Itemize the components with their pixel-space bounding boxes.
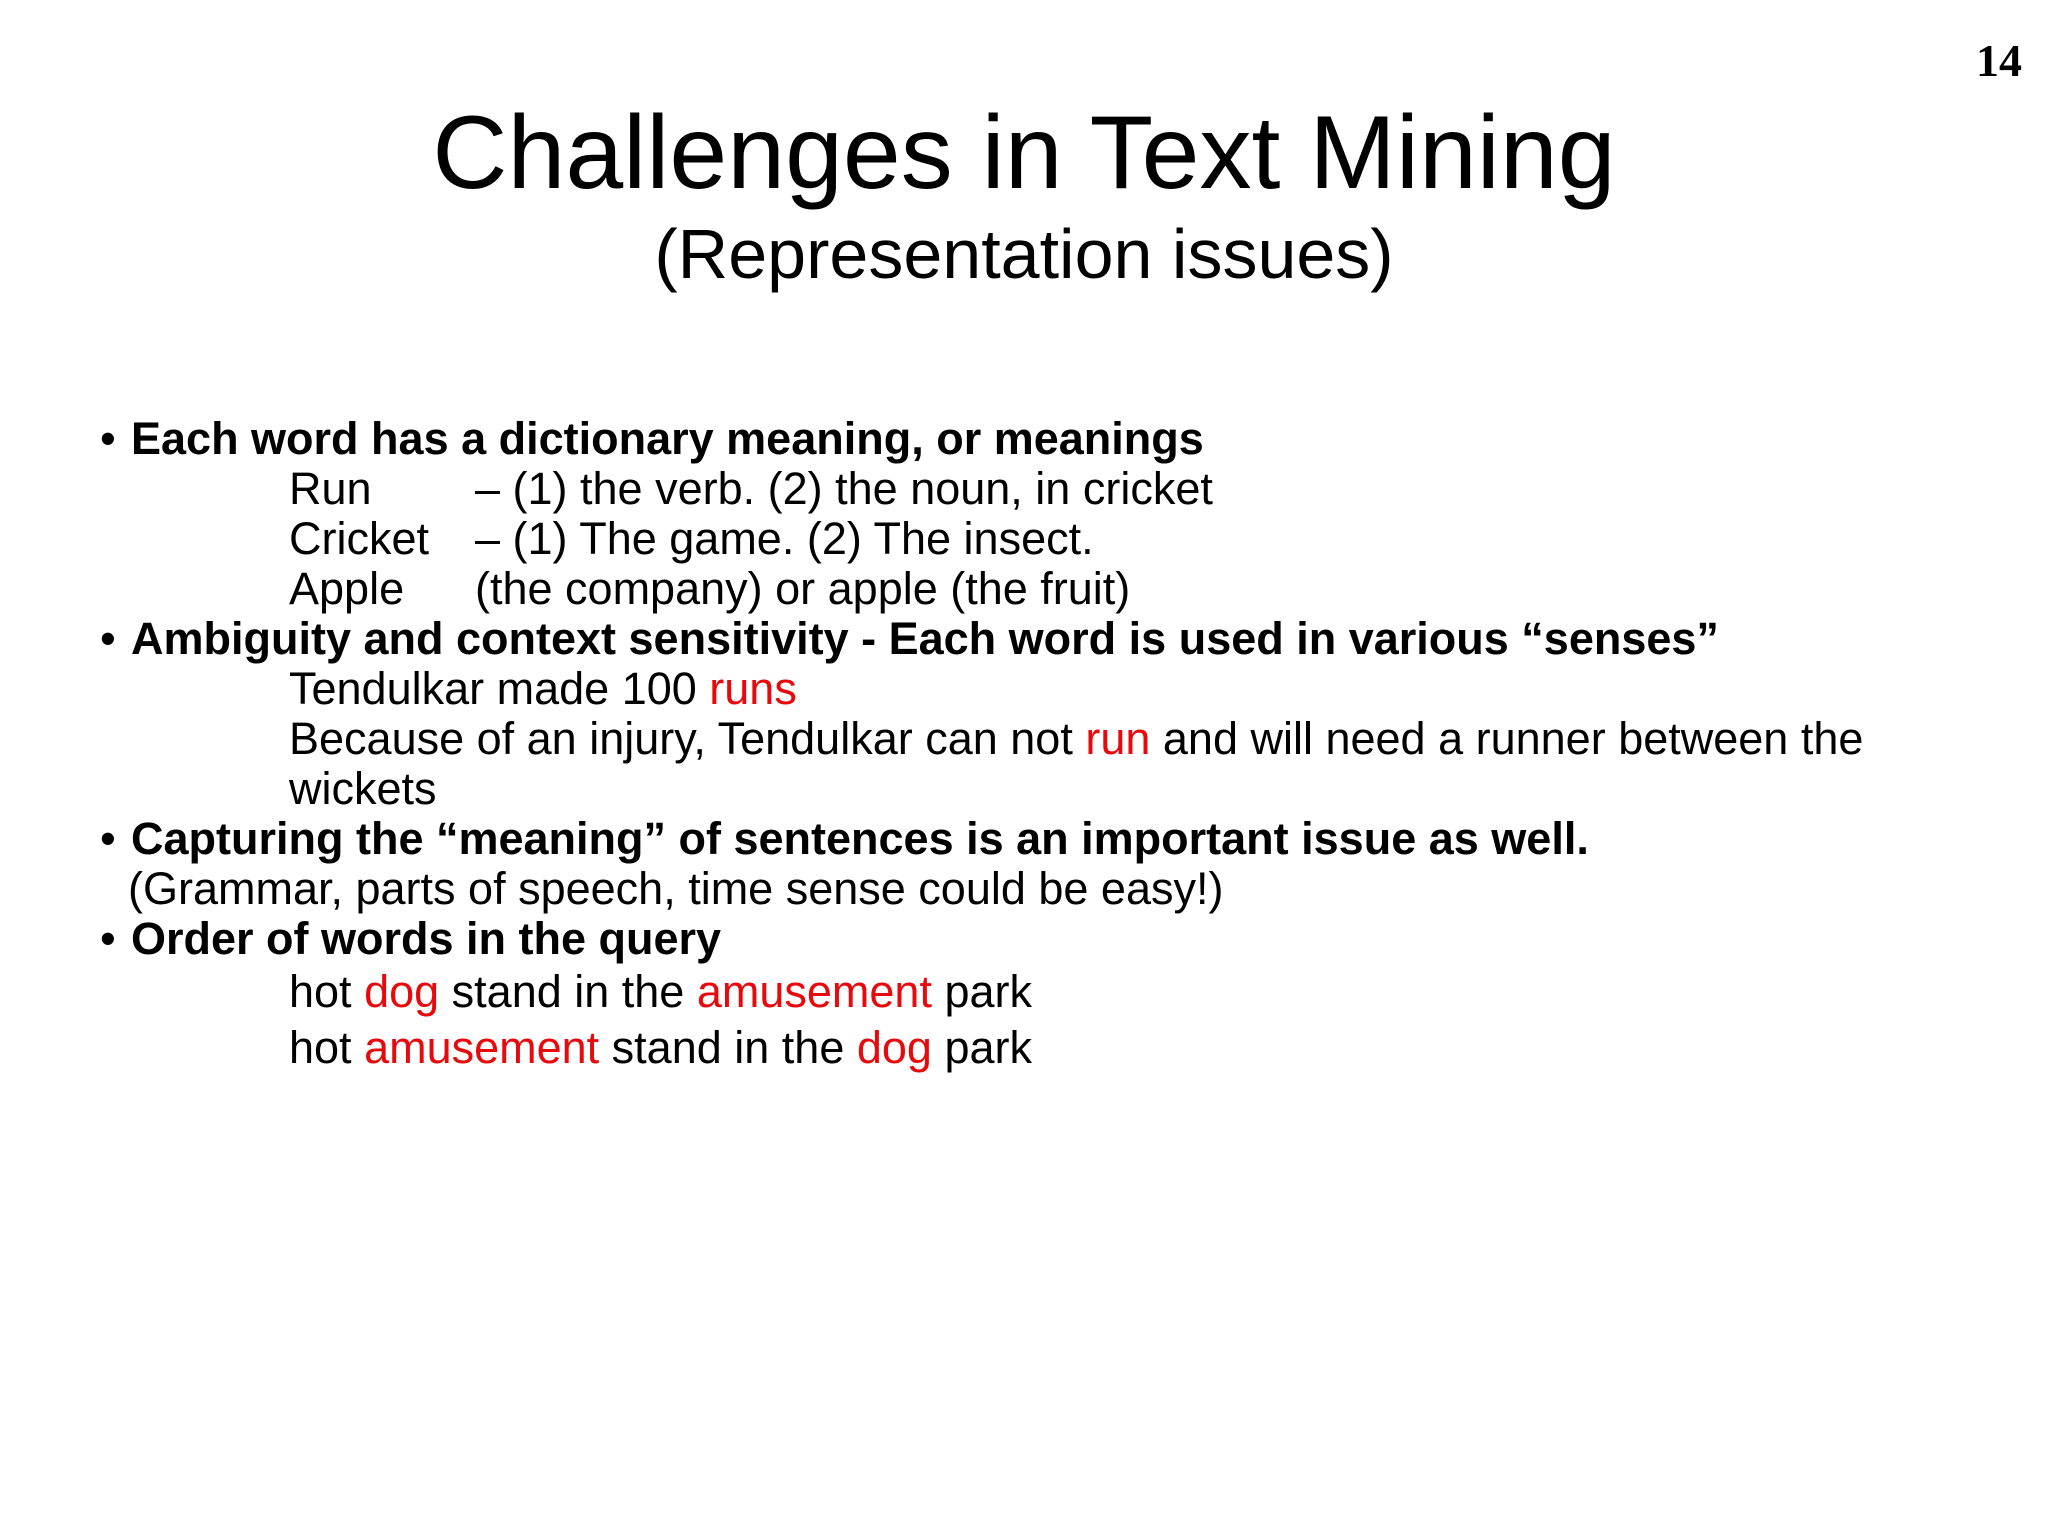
definition-apple [100, 564, 2000, 614]
example-text: wickets [289, 763, 437, 814]
definition-meaning: – (1) the verb. (2) the noun, in cricket [475, 463, 1213, 514]
query-example-2 [100, 1020, 2000, 1076]
example-sentence-runs [100, 664, 2000, 714]
highlighted-word: dog [364, 966, 440, 1017]
slide-body [100, 414, 2000, 1076]
highlighted-word: dog [856, 1022, 932, 1073]
bullet-text: Ambiguity and context sensitivity - Each word is used in various “senses” [131, 613, 1719, 664]
bullet-text: Each word has a dictionary meaning, or meanings [131, 413, 1204, 464]
definition-term: Run [289, 463, 372, 514]
example-text: and will need a runner between the [1150, 713, 1864, 764]
highlighted-word: run [1085, 713, 1151, 764]
note-grammar [100, 864, 2000, 914]
highlighted-word: runs [709, 663, 797, 714]
bullet-capturing-meaning [100, 814, 2000, 864]
note-text: (Grammar, parts of speech, time sense could be easy!) [128, 863, 1224, 914]
query-word: park [931, 1022, 1032, 1073]
definition-term: Cricket [289, 513, 430, 564]
slide-title: Challenges in Text Mining [432, 95, 1616, 211]
bullet-glyph: • [100, 813, 116, 864]
query-word: park [931, 966, 1032, 1017]
bullet-text: Capturing the “meaning” of sentences is an important issue as well. [131, 813, 1589, 864]
bullet-glyph: • [100, 613, 116, 664]
page-number: 14 [1976, 35, 2022, 86]
query-word: stand in the [439, 966, 697, 1017]
bullet-dictionary-meaning [100, 414, 2000, 464]
definition-meaning: (the company) or apple (the fruit) [475, 563, 1131, 614]
highlighted-word: amusement [364, 1022, 600, 1073]
example-text: Because of an injury, Tendulkar can not [289, 713, 1086, 764]
example-sentence-continuation [100, 764, 2000, 814]
definition-meaning: – (1) The game. (2) The insect. [475, 513, 1094, 564]
example-text: Tendulkar made 100 [289, 663, 710, 714]
definition-term: Apple [289, 563, 405, 614]
query-word: stand in the [599, 1022, 857, 1073]
query-word: hot [289, 1022, 365, 1073]
definition-cricket [100, 514, 2000, 564]
slide-subtitle: (Representation issues) [654, 215, 1394, 293]
bullet-glyph: • [100, 413, 116, 464]
bullet-glyph: • [100, 913, 116, 964]
query-example-1 [100, 964, 2000, 1020]
bullet-text: Order of words in the query [131, 913, 722, 964]
bullet-ambiguity [100, 614, 2000, 664]
query-word: hot [289, 966, 365, 1017]
bullet-word-order [100, 914, 2000, 964]
definition-run [100, 464, 2000, 514]
example-sentence-run [100, 714, 2000, 764]
highlighted-word: amusement [696, 966, 932, 1017]
